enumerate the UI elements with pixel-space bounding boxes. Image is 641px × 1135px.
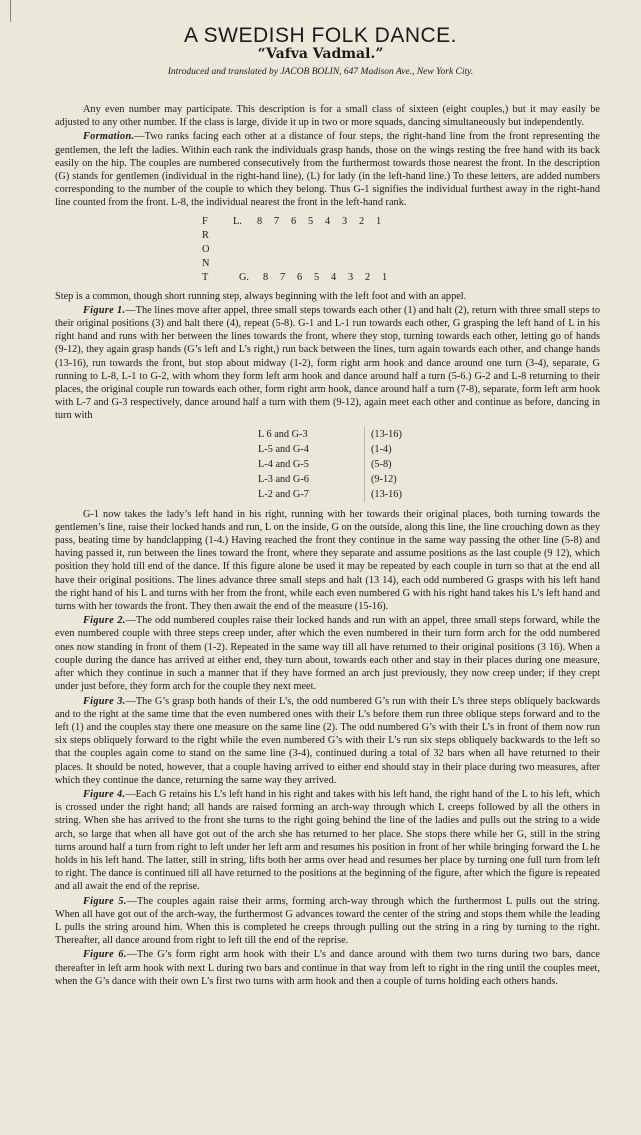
ladies-label: L. [233,215,242,227]
pair-row [258,427,600,442]
figure-2-heading: Figure 2. [83,615,126,627]
figure-3-paragraph [55,695,600,787]
ladies-number: 7 [274,215,280,227]
ladies-number: 2 [359,215,365,227]
formation-paragraph [55,130,600,209]
ladies-number: 4 [325,215,331,227]
pair-label: L-4 and G-5 [258,457,365,472]
dance-name: “Vafva Vadmal.” [257,46,384,62]
pair-row [258,442,600,457]
figure-1-text: —The lines move after appel, three small steps towards each other (1) and halt (2), return with three small steps to their original positions (3) and halt there (4), repeat (5-8). G-1 and L-1 run towards each other, G grasping the left hand of L in his right hand and runs with her between the lines towards the front, where they stop, turning towards each other, letting go of hands (9-12), they again grasp hands (G’s left and L’s right,) run back between the lines, turn again towards each other, and change hands (13-16), run towards the front, but stop about midway (1-2), form right arm hook and dance around one turn (3-4), separate, G running to L-8, L-1 to G-2, with whom they form left arm hook and dance around half a turn (5-6.) G-2 and L-8 returning to their places, the original couple run towards each other, form right arm hook, dance around half a turn (7-8), separate, form left arm hook with L-7 and G-3 respectively, dance around half a turn with them (9-12), again meet each other and continue as before, dancing in turn with [55,304,601,422]
ladies-number: 6 [291,215,297,227]
formation-diagram [202,215,600,285]
gents-number: 8 [263,271,269,283]
figure-6-text: —The G’s form right arm hook with their L’s and dance around with them two turns during two bars, dance thereafter in left arm hook with next L during two bars and continue in that way from left to right in the ring until the couples meet, when the G’s dance with their own L’s first two turns with arm hook and then a couple of turns holding each others hands. [55,949,600,987]
figure-2-paragraph [55,614,600,693]
intro-paragraph: Any even number may participate. This description is for a small class of sixteen (eight couples,) but it may easily be adjusted to any other number. If the class is large, divide it up in two or more squads, dancing simultaneously but independently. [55,104,600,129]
front-letter: F [202,215,208,227]
front-letter: R [202,229,209,241]
formation-text: —Two ranks facing each other at a distance of four steps, the right-hand line from the front representing the gentlemen, the left the ladies. Within each rank the individuals grasp hands, those on the wings resting the free hand with its back easily on the hip. The couples are numbered consecutively from the furthermost towards those nearest the front. In the description (G) stands for gentlemen (individual in the right-hand line), (L) for lady (in the left-hand line.) To these letters, are added numbers corresponding to the number of the couple to which they belong. Thus G-1 signifies the individual furthest away in the right-hand line counted from the front. L-8, the individual nearest the front in the left-hand rank. [55,131,600,209]
figure-6-heading: Figure 6. [83,949,127,961]
pair-row [258,472,600,487]
ladies-number: 8 [257,215,263,227]
pair-label: L 6 and G-3 [258,427,365,442]
pair-measures: (1-4) [371,443,392,455]
figure-5-text: —The couples again raise their arms, forming arch-way through which the furthermost L pulls out the string. When all have got out of the arch-way, the furthermost G advances toward the center of the string and stops them while the leading L pulls the string around him. When this is completed he creeps through pulling out the string in a ring by turning to the right. Thereafter, all dance around from right to left till the end of the reprise. [55,895,600,947]
figure-5-heading: Figure 5. [83,895,127,907]
gents-label: G. [239,271,250,283]
front-letter: N [202,257,210,269]
front-letter: T [202,271,209,283]
ladies-number: 1 [376,215,382,227]
figure-3-text: —The G’s grasp both hands of their L’s, the odd numbered G’s run with their L’s three steps obliquely backwards and to the right at the same time that the even numbered ones with their L’s before them run three oblique steps forward and to the left (1) and the couples stay there one measure on the same line (2). The odd numbered G’s with their L’s in front of them now run six steps obliquely forward to the right while the even numbered G’s with their L’s run six steps obliquely backwards to the left so that the couples again come to stand on the same line (3-4), continued during a total of 32 bars when all have returned to their places. It should be noted, however, that a couple having arrived to either end should stay in their place during two measures, after which they continue the dance, returning the same way they arrived. [55,695,600,786]
step-paragraph: Step is a common, though short running step, always beginning with the left foot and with an appel. [55,290,467,302]
gents-number: 7 [280,271,286,283]
pair-measures: (9-12) [371,473,397,485]
formation-heading: Formation. [83,131,135,143]
page-edge-mark [10,0,11,22]
figure-4-heading: Figure 4. [83,788,126,800]
document-body [55,103,600,989]
figure-1-heading: Figure 1. [83,304,126,316]
pair-measures: (13-16) [371,428,402,440]
ladies-number: 5 [308,215,314,227]
pair-row [258,487,600,502]
figure-4-paragraph [55,788,600,894]
figure-1-paragraph [55,304,600,423]
figure-1-pairs-table [258,427,600,502]
figure-3-heading: Figure 3. [83,695,126,707]
front-letter: O [202,243,210,255]
credit-line: Introduced and translated by JACOB BOLIN, 647 Madison Ave., New York City. [167,67,474,77]
gents-number: 4 [331,271,337,283]
ladies-number: 3 [342,215,348,227]
gents-number: 3 [348,271,354,283]
pair-label: L-3 and G-6 [258,472,365,487]
gents-number: 1 [382,271,388,283]
pair-row [258,457,600,472]
pair-label: L-2 and G-7 [258,487,365,502]
pair-measures: (5-8) [371,458,392,470]
document-title: A SWEDISH FOLK DANCE. [183,24,458,47]
figure-5-paragraph [55,895,600,948]
figure-6-paragraph [55,948,600,988]
gents-number: 6 [297,271,303,283]
pair-measures: (13-16) [371,488,402,500]
gents-number: 5 [314,271,320,283]
pair-label: L-5 and G-4 [258,442,365,457]
gents-number: 2 [365,271,371,283]
figure-1-continuation: G-1 now takes the lady’s left hand in his right, running with her towards their original places, both turning towards the gentlemen’s line, raise their locked hands and run, L on the inside, G on the outside, along this line, the line crouching down as they pass, beating time by handclapping (1-4.) Having reached the front they continue in the same way passing the other line (5-8) and having passed it, run between the lines toward the front, where they separate and assume positions as the last couple (9 12), which position they hold till end of the dance. If this figure alone be used it may be repeated by each couple in turn so that at the end all have their original positions. The lines advance three small steps and halt (13 14), each odd numbered G grasps with his left hand the right hand of his L and turns with her from the front, while each even numbered G with his right hand takes his L’s left hand and turns with her towards the front. They then await the end of the measure (15-16). [55,508,600,613]
figure-4-text: —Each G retains his L’s left hand in his right and takes with his left hand, the right hand of the L to his left, which is crossed under the right hand; all hands are raised forming an arch-way through which L creeps followed by all the others in string. When she has arrived to the front she turns to the right going behind the line of the ladies and pulls out the string to a wide arch, so large that when all have got out of the arch she has returned to her place. She stops there while her G, still in the string turns around half a turn from right to left under her left arm and resumes his position in front of her while bringing forward the L he holds in his left hand. The latter, still in string, lifts both her arms over head and resumes her place by turning one full turn from left to right. The dance is continued till all have returned to the positions at the beginning of the figure, after which the figure is repeated and all await the end of the reprise. [55,788,600,893]
figure-2-text: —The odd numbered couples raise their locked hands and run with an appel, three small steps forward, while the even numbered couple with three steps creep under, after which the even numbered in their turn form arch for the odd numbered ones now standing in front of them (1-2). Repeated in the same way till all have returned to their original positions (3 16). When a couple during the dance has arrived at either end, they turn about, towards each other and stay in their places during one measure, after which they continue in such a manner that if they have formed an arch just previously, they now creep under; if they crept under just before, they form arch for the couple they next meet. [55,615,600,693]
